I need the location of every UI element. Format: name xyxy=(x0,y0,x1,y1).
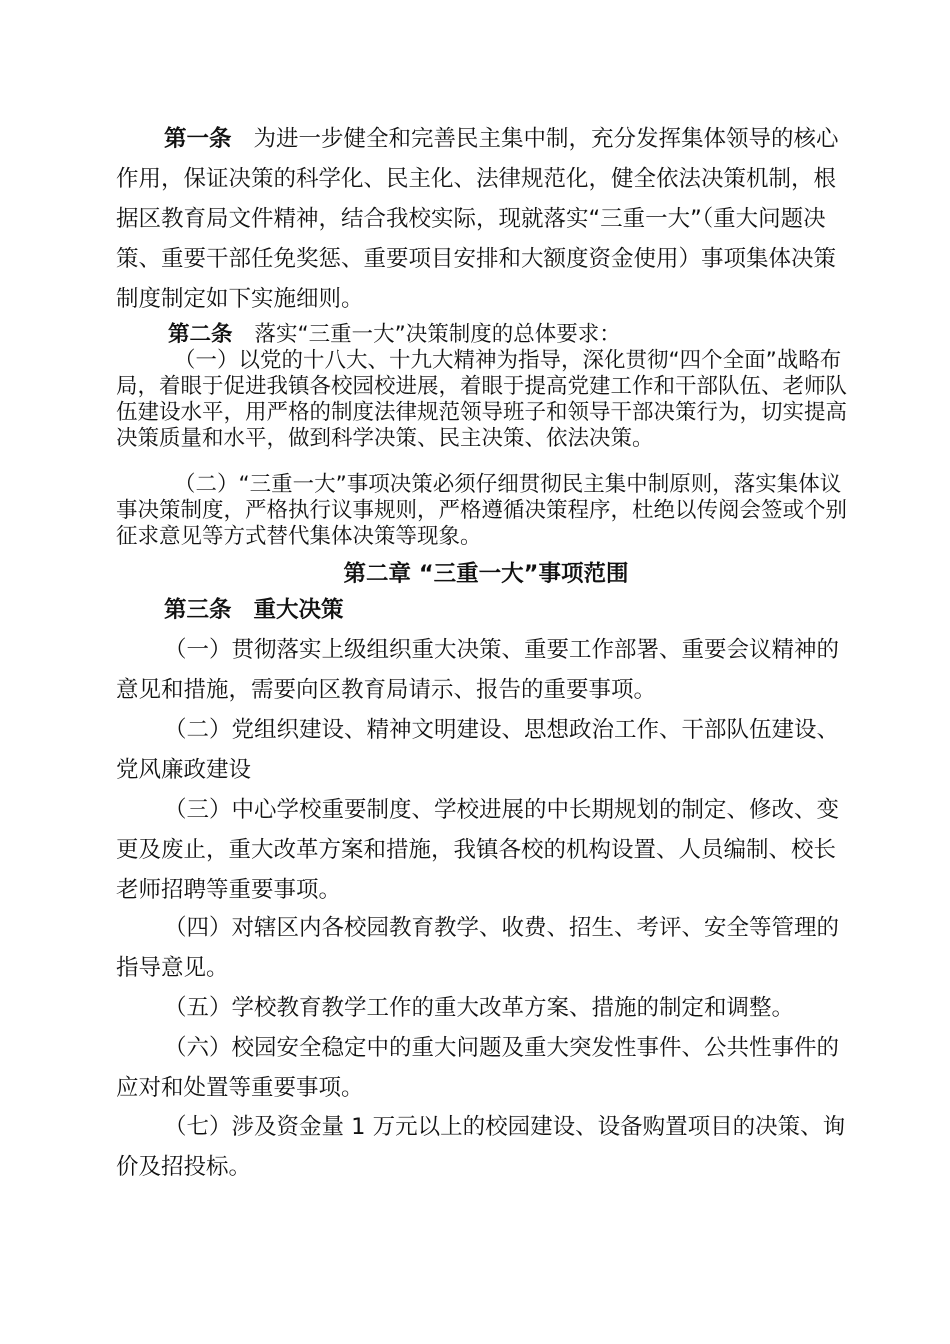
chapter-2-heading: 第二章 “三重一大”事项范围 xyxy=(343,561,629,587)
article-3-item-6: （六）校园安全稳定中的重大问题及重大突发性事件、公共性事件的应对和处置等重要事项。 xyxy=(116,1035,840,1101)
article-2-item-1: （一）以党的十八大、十九大精神为指导，深化贯彻“四个全面”战略布局，着眼于促进我镇各校园校进展，着眼于提高党建工作和干部队伍、老师队伍建设水平，用严格的制度法律规范领导班子和领导干部决策行为，切实提高决策质量和水平，做到科学决策、民主决策、依法决策。 xyxy=(116,348,848,451)
article-3-item-1: （一）贯彻落实上级组织重大决策、重要工作部署、重要会议精神的意见和措施，需要向区教育局请示、报告的重要事项。 xyxy=(116,637,840,703)
article-1-paragraph xyxy=(116,119,856,319)
article-1-text: 为进一步健全和完善民主集中制，充分发挥集体领导的核心作用，保证决策的科学化、民主化、法律规范化，健全依法决策机制，根据区教育局文件精神，结合我校实际，现就落实“三重一大”（重大问题决策、重要干部任免奖惩、重要项目安排和大额度资金使用）事项集体决策制度制定如下实施细则。 xyxy=(116,126,839,312)
article-3-heading xyxy=(116,590,856,630)
article-3-item-5: （五）学校教育教学工作的重大改革方案、措施的制定和调整。 xyxy=(164,995,795,1021)
article-1-title: 第一条 xyxy=(164,126,232,152)
article-3-item-4: （四）对辖区内各校园教育教学、收费、招生、考评、安全等管理的指导意见。 xyxy=(116,915,840,981)
article-2-item-2: （二）“三重一大”事项决策必须仔细贯彻民主集中制原则，落实集体议事决策制度，严格执行议事规则，严格遵循决策程序，杜绝以传阅会签或个别征求意见等方式替代集体决策等现象。 xyxy=(116,472,848,549)
article-3-title: 第三条 xyxy=(164,597,232,623)
article-3-item-3: （三）中心学校重要制度、学校进展的中长期规划的制定、修改、变更及废止，重大改革方案和措施，我镇各校的机构设置、人员编制、校长老师招聘等重要事项。 xyxy=(116,797,840,903)
article-2-paragraph xyxy=(116,322,856,348)
article-3-item-7: （七）涉及资金量 1 万元以上的校园建设、设备购置项目的决策、询价及招投标。 xyxy=(116,1114,846,1180)
article-3-subtitle: 重大决策 xyxy=(253,597,344,623)
article-2-text: 落实“三重一大”决策制度的总体要求： xyxy=(254,322,621,347)
article-3-item-2: （二）党组织建设、精神文明建设、思想政治工作、干部队伍建设、党风廉政建设 xyxy=(116,717,840,783)
article-2-title: 第二条 xyxy=(168,322,233,347)
